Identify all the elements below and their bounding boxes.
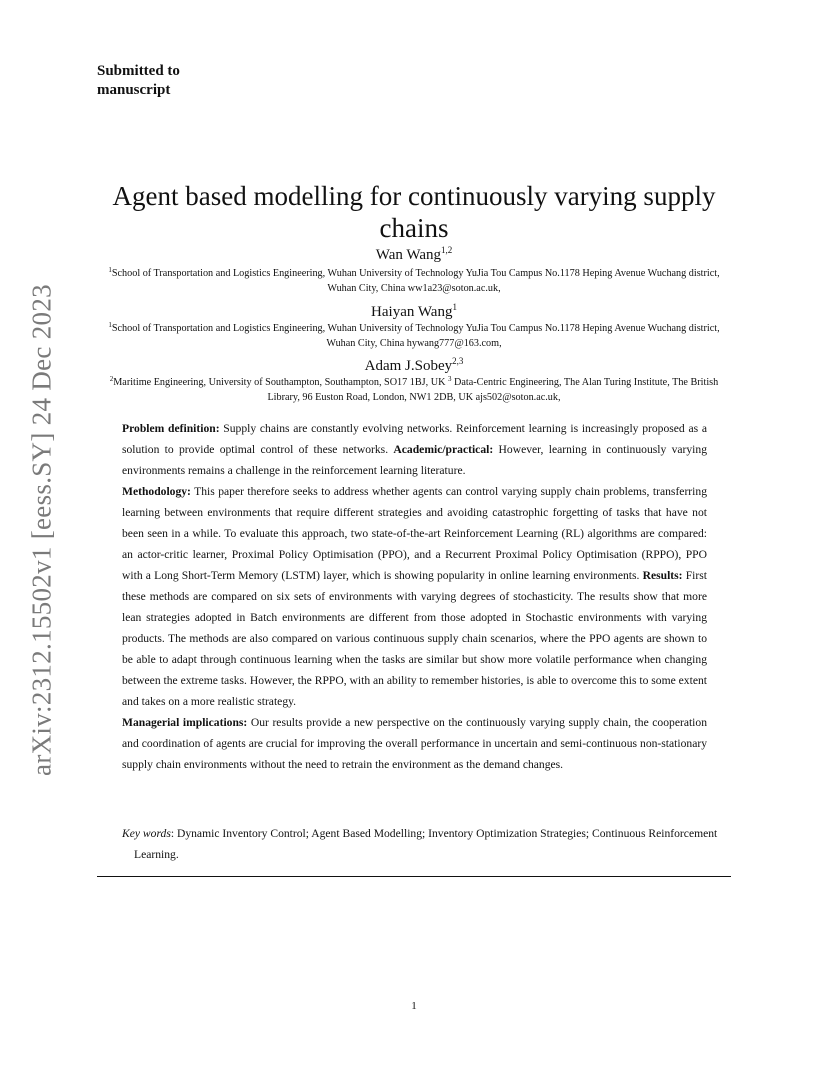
author-2-affil-text: School of Transportation and Logistics Engineering, Wuhan University of Technology YuJia Tou Campus No.1178 Heping Avenue Wuchang district, Wuhan City, China hywang777@163.com, [111,323,720,349]
author-2-affiliation [97,318,731,351]
author-3-affiliation [97,372,731,405]
author-3-name: Adam J.Sobey [364,358,453,374]
author-1-affil-text: School of Transportation and Logistics Engineering, Wuhan University of Technology YuJia Tou Campus No.1178 Heping Avenue Wuchang district, Wuhan City, China ww1a23@soton.ac.uk, [111,268,720,294]
submitted-line-1: Submitted to [97,63,180,79]
abstract [122,418,707,775]
arxiv-id-text: arXiv:2312.15502v1 [eess.SY] 24 Dec 2023 [26,284,57,776]
submission-header [97,62,180,100]
separator-rule [97,876,731,877]
academic-practical-label: Academic/practical: [393,443,494,456]
author-name [97,241,731,264]
arxiv-sidebar-stamp [20,280,64,780]
keywords-text: : Dynamic Inventory Control; Agent Based Modelling; Inventory Optimization Strategies; Continuous Reinforcement Learning. [134,827,718,861]
results-label: Results: [642,569,683,582]
author-3-affil-sup-b: 3 [448,375,452,383]
methodology-label: Methodology: [122,485,191,498]
author-1-affiliation [97,263,731,296]
author-3-affil-text-a: Maritime Engineering, University of Southampton, Southampton, SO17 1BJ, UK [113,377,448,388]
author-3-affil-text-b: Data-Centric Engineering, The Alan Turing Institute, The British Library, 96 Euston Road, London, NW1 2DB, UK ajs502@soton.ac.uk, [267,377,719,403]
author-3-sup: 2,3 [452,356,464,366]
author-1-affil-sup: 1 [108,266,112,274]
paper-title: Agent based modelling for continuously varying supply chains [112,181,716,244]
methodology-text: This paper therefore seeks to address whether agents can control varying supply chain problems, transferring learning between environments that require different strategies and avoiding catastrophic forgetting of tasks that have not been seen in a while. To evaluate this approach, two state-of-the-art Reinforcement Learning (RL) algorithms are compared: an actor-critic learner, Proximal Policy Optimisation (PPO), and a Recurrent Proximal Policy Optimisation (RPPO), PPO with a Long Short-Term Memory (LSTM) layer, which is showing popularity in online learning environments. [122,485,707,582]
author-2-name: Haiyan Wang [371,304,453,320]
submitted-line-2: manuscript [97,82,171,98]
problem-definition-label: Problem definition: [122,422,220,435]
problem-definition-text: Supply chains are constantly evolving networks. Reinforcement learning is increasingly proposed as a solution to provide optimal control of these networks. [122,422,707,456]
keywords-label: Key words [122,827,171,840]
managerial-implications-text: Our results provide a new perspective on the continuously varying supply chain, the cooperation and coordination of agents are crucial for improving the overall performance in uncertain and semi-continuous non-stationary supply chain environments without the need to retrain the environment as the demand changes. [122,716,708,771]
author-2-sup: 1 [452,302,457,312]
results-text: First these methods are compared on six sets of environments with varying degrees of stochasticity. The results show that more lean strategies adopted in Batch environments are different from those adopted in Stochastic environments with varying products. The methods are also compared on various continuous supply chain scenarios, where the PPO agents are shown to be able to adapt through continuous learning when the tasks are similar but show more volatile performance when changing between the extreme tasks. However, the RPPO, with an ability to remember histories, is able to overcome this to some extent and takes on a more realistic strategy. [122,569,707,708]
author-2-affil-sup: 1 [108,321,112,329]
academic-practical-text: However, learning in continuously varying environments remains a challenge in the reinforcement learning literature. [122,443,707,477]
managerial-implications-label: Managerial implications: [122,716,248,729]
author-1-name: Wan Wang [375,247,441,263]
keywords [122,823,719,865]
author-1-sup: 1,2 [440,245,453,255]
page-number: 1 [411,1000,417,1012]
author-3-affil-sup-a: 2 [109,375,114,383]
